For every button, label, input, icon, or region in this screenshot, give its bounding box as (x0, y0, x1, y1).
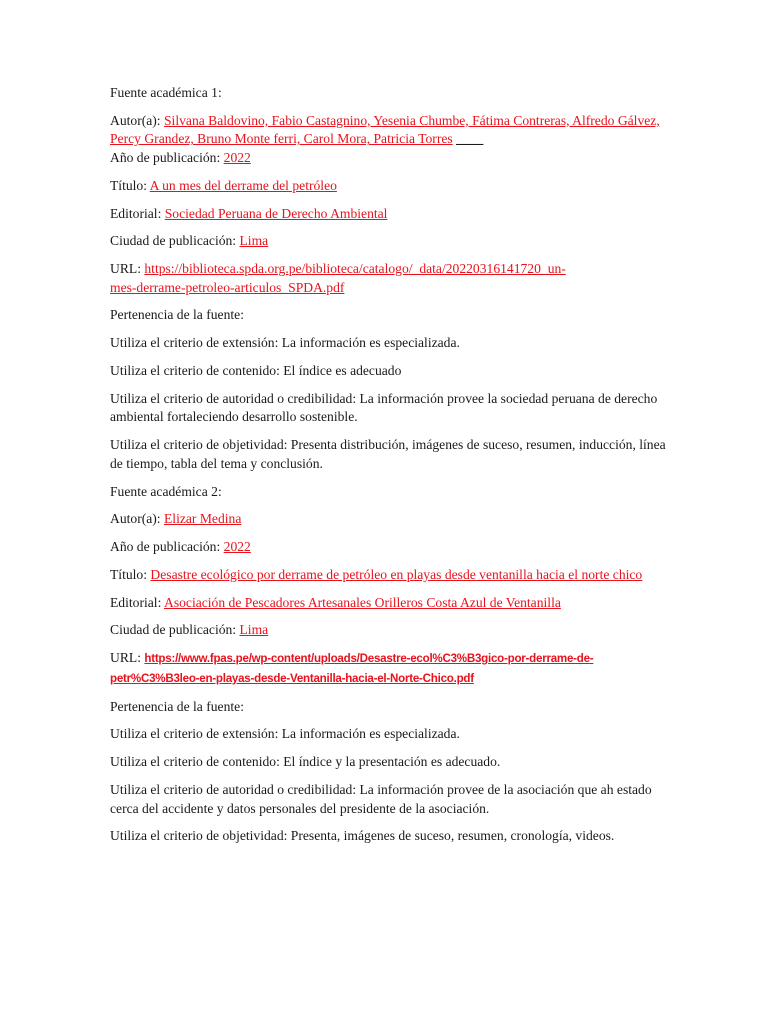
title-value: Desastre ecológico por derrame de petróleo en playas desde ventanilla hacia el norte chico (150, 566, 643, 582)
criterion-extension: Utiliza el criterio de extensión: La información es especializada. (110, 726, 460, 742)
criterion-objectivity: Utiliza el criterio de objetividad: Presenta, imágenes de suceso, resumen, cronología, videos. (110, 828, 615, 844)
source-2-year (110, 538, 670, 557)
city-label: Ciudad de publicación: (110, 622, 237, 638)
publisher-label: Editorial: (110, 594, 162, 610)
criterion-content: Utiliza el criterio de contenido: El índice y la presentación es adecuado. (110, 754, 501, 770)
author-label: Autor(a): (110, 511, 161, 527)
source-2-url (110, 649, 670, 688)
year-value: 2022 (223, 149, 251, 165)
source-2-author (110, 510, 670, 529)
title-label: Título: (110, 177, 148, 193)
year-value: 2022 (223, 539, 251, 555)
source-2-url-link[interactable]: https://www.fpas.pe/wp-content/uploads/Desastre-ecol%C3%B3gico-por-derrame-de- petr%C3%B3leo-en-playas-desde-Ventanilla-hacia-el-Norte-Chico.pdf (110, 652, 594, 685)
source-1-publisher (110, 205, 670, 224)
url-label: URL: (110, 261, 141, 277)
url-label: URL: (110, 650, 141, 666)
criterion-extension: Utiliza el criterio de extensión: La información es especializada. (110, 335, 460, 351)
criterion-authority: Utiliza el criterio de autoridad o credibilidad: La información provee de la asociación que ah estado cerca del accidente y datos personales del presidente de la asociación. (110, 781, 652, 816)
source-2-title (110, 566, 670, 585)
publisher-value: Sociedad Peruana de Derecho Ambiental (164, 205, 388, 221)
source-2-city (110, 621, 670, 640)
author-value: Silvana Baldovino, Fabio Castagnino, Yesenia Chumbe, Fátima Contreras, Alfredo Gálvez, Percy Grandez, Bruno Monte ferri, Carol Mora, Patricia Torres (110, 112, 660, 147)
year-label: Año de publicación: (110, 149, 221, 165)
source-1-title (110, 177, 670, 196)
criterion-authority: Utiliza el criterio de autoridad o credibilidad: La información provee la sociedad peruana de derecho ambiental fortaleciendo desarrollo sostenible. (110, 390, 658, 425)
source-2-relevance-heading: Pertenencia de la fuente: (110, 698, 244, 714)
title-value: A un mes del derrame del petróleo (149, 177, 337, 193)
source-1-city (110, 232, 670, 251)
author-value: Elizar Medina (164, 511, 242, 527)
source-2-publisher (110, 594, 670, 613)
criterion-objectivity: Utiliza el criterio de objetividad: Presenta distribución, imágenes de suceso, resumen, inducción, línea de tiempo, tabla del tema y conclusión. (110, 437, 666, 471)
source-2-heading: Fuente académica 2: (110, 483, 222, 499)
criterion-content: Utiliza el criterio de contenido: El índice es adecuado (110, 363, 402, 379)
document-page (110, 84, 670, 855)
publisher-label: Editorial: (110, 205, 162, 221)
author-label: Autor(a): (110, 112, 161, 128)
title-label: Título: (110, 566, 148, 582)
source-1-heading: Fuente académica 1: (110, 85, 222, 100)
author-blank: ____ (456, 131, 484, 147)
source-1-url-link[interactable]: https://biblioteca.spda.org.pe/biblioteca/catalogo/_data/20220316141720_un- mes-derrame-petroleo-articulos_SPDA.pdf (110, 261, 566, 295)
source-1-relevance-heading: Pertenencia de la fuente: (110, 307, 244, 323)
source-1-url (110, 260, 670, 297)
publisher-value: Asociación de Pescadores Artesanales Orilleros Costa Azul de Ventanilla (164, 594, 561, 610)
source-1-author (110, 112, 670, 149)
city-label: Ciudad de publicación: (110, 233, 237, 249)
year-label: Año de publicación: (110, 539, 221, 555)
city-value: Lima (239, 622, 269, 638)
city-value: Lima (239, 233, 269, 249)
source-1-year (110, 149, 670, 168)
